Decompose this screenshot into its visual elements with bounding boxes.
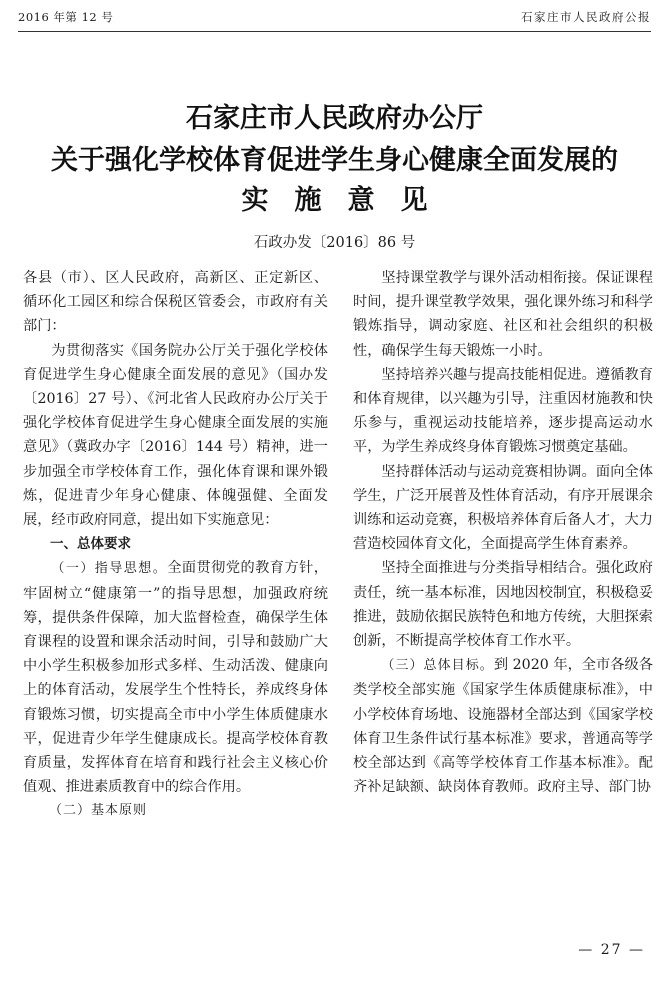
salutation: 各县（市）、区人民政府，高新区、正定新区、循环化工园区和综合保税区管委会，市政府有关部门： xyxy=(23,270,328,335)
left-column xyxy=(23,266,328,824)
guiding-ideology-label: （一）指导思想。 xyxy=(51,561,168,577)
guiding-ideology-text: 全面贯彻党的教育方针，牢固树立“健康第一”的指导思想，加强政府统筹，提供条件保障，加大监督检查，确保学生体育课程的设置和课余活动时间，引导和鼓励广大中小学生积极参加形式多样、生动活泼、健康向上的体育活动，发展学生个性特长，养成终身体育锻炼习惯，切实提高全市中小学生体质健康水平，促进青少年学生健康成长。提高学校体育教育质量，发挥体育在培育和践行社会主义核心价值观、推进素质教育中的综合作用。 xyxy=(23,560,328,796)
principle-paragraph-1: 坚持课堂教学与课外活动相衔接。保证课程时间，提升课堂教学效果，强化课外练习和科学锻炼指导，调动家庭、社区和社会组织的积极性，确保学生每天锻炼一小时。 xyxy=(353,270,653,359)
intro-paragraph: 为贯彻落实《国务院办公厅关于强化学校体育促进学生身心健康全面发展的意见》（国办发〔2016〕27 号）、《河北省人民政府办公厅关于强化学校体育促进学生身心健康全面发展的实施意见》（冀政办字〔2016〕144 号）精神，进一步加强全市学校体育工作，强化体育课和课外锻炼，促进青少年身心健康、体魄强健、全面发展，经市政府同意，提出如下实施意见： xyxy=(23,342,328,529)
basic-principles-label: （二）基本原则 xyxy=(49,803,148,819)
title-line-3: 实施意见 xyxy=(241,185,454,216)
title-line-1: 石家庄市人民政府办公厅 xyxy=(186,103,483,134)
overall-goals-text: 到 2020 年，全市各级各类学校全部实施《国家学生体质健康标准》，中小学校体育场地、设施器材全部达到《国家学校体育卫生条件试行基本标准》要求，普通高等学校全部达到《高等学校体育工作基本标准》。配齐补足缺额、缺岗体育教师。政府主导、部门协 xyxy=(353,657,653,796)
title-line-2: 关于强化学校体育促进学生身心健康全面发展的 xyxy=(51,145,618,176)
section-heading-general-requirements: 一、总体要求 xyxy=(50,536,131,553)
document-number: 石政办发〔2016〕86 号 xyxy=(253,235,416,251)
publication-name: 石家庄市人民政府公报 xyxy=(521,10,651,24)
overall-goals-label: （三）总体目标。 xyxy=(381,658,494,674)
overall-goals-paragraph xyxy=(353,653,653,799)
principle-paragraph-2: 坚持培养兴趣与提高技能相促进。遵循教育和体育规律，以兴趣为引导，注重因材施教和快乐参与，重视运动技能培养，逐步提高运动水平，为学生养成终身体育锻炼习惯奠定基础。 xyxy=(353,366,653,456)
principle-paragraph-4: 坚持全面推进与分类指导相结合。强化政府责任，统一基本标准，因地因校制宜，积极稳妥推进，鼓励依据民族特色和地方传统，大胆探索创新，不断提高学校体育工作水平。 xyxy=(353,560,653,650)
page-number: — 27 — xyxy=(578,942,645,958)
header-rule xyxy=(18,31,651,32)
principle-paragraph-3: 坚持群体活动与运动竞赛相协调。面向全体学生，广泛开展普及性体育活动，有序开展课余训练和运动竞赛，积极培养体育后备人才，大力营造校园体育文化，全面提高学生体育素养。 xyxy=(353,463,653,553)
page-header xyxy=(18,9,651,27)
guiding-ideology-paragraph xyxy=(23,556,328,799)
right-column xyxy=(353,266,653,799)
issue-label: 2016 年第 12 号 xyxy=(18,10,114,24)
